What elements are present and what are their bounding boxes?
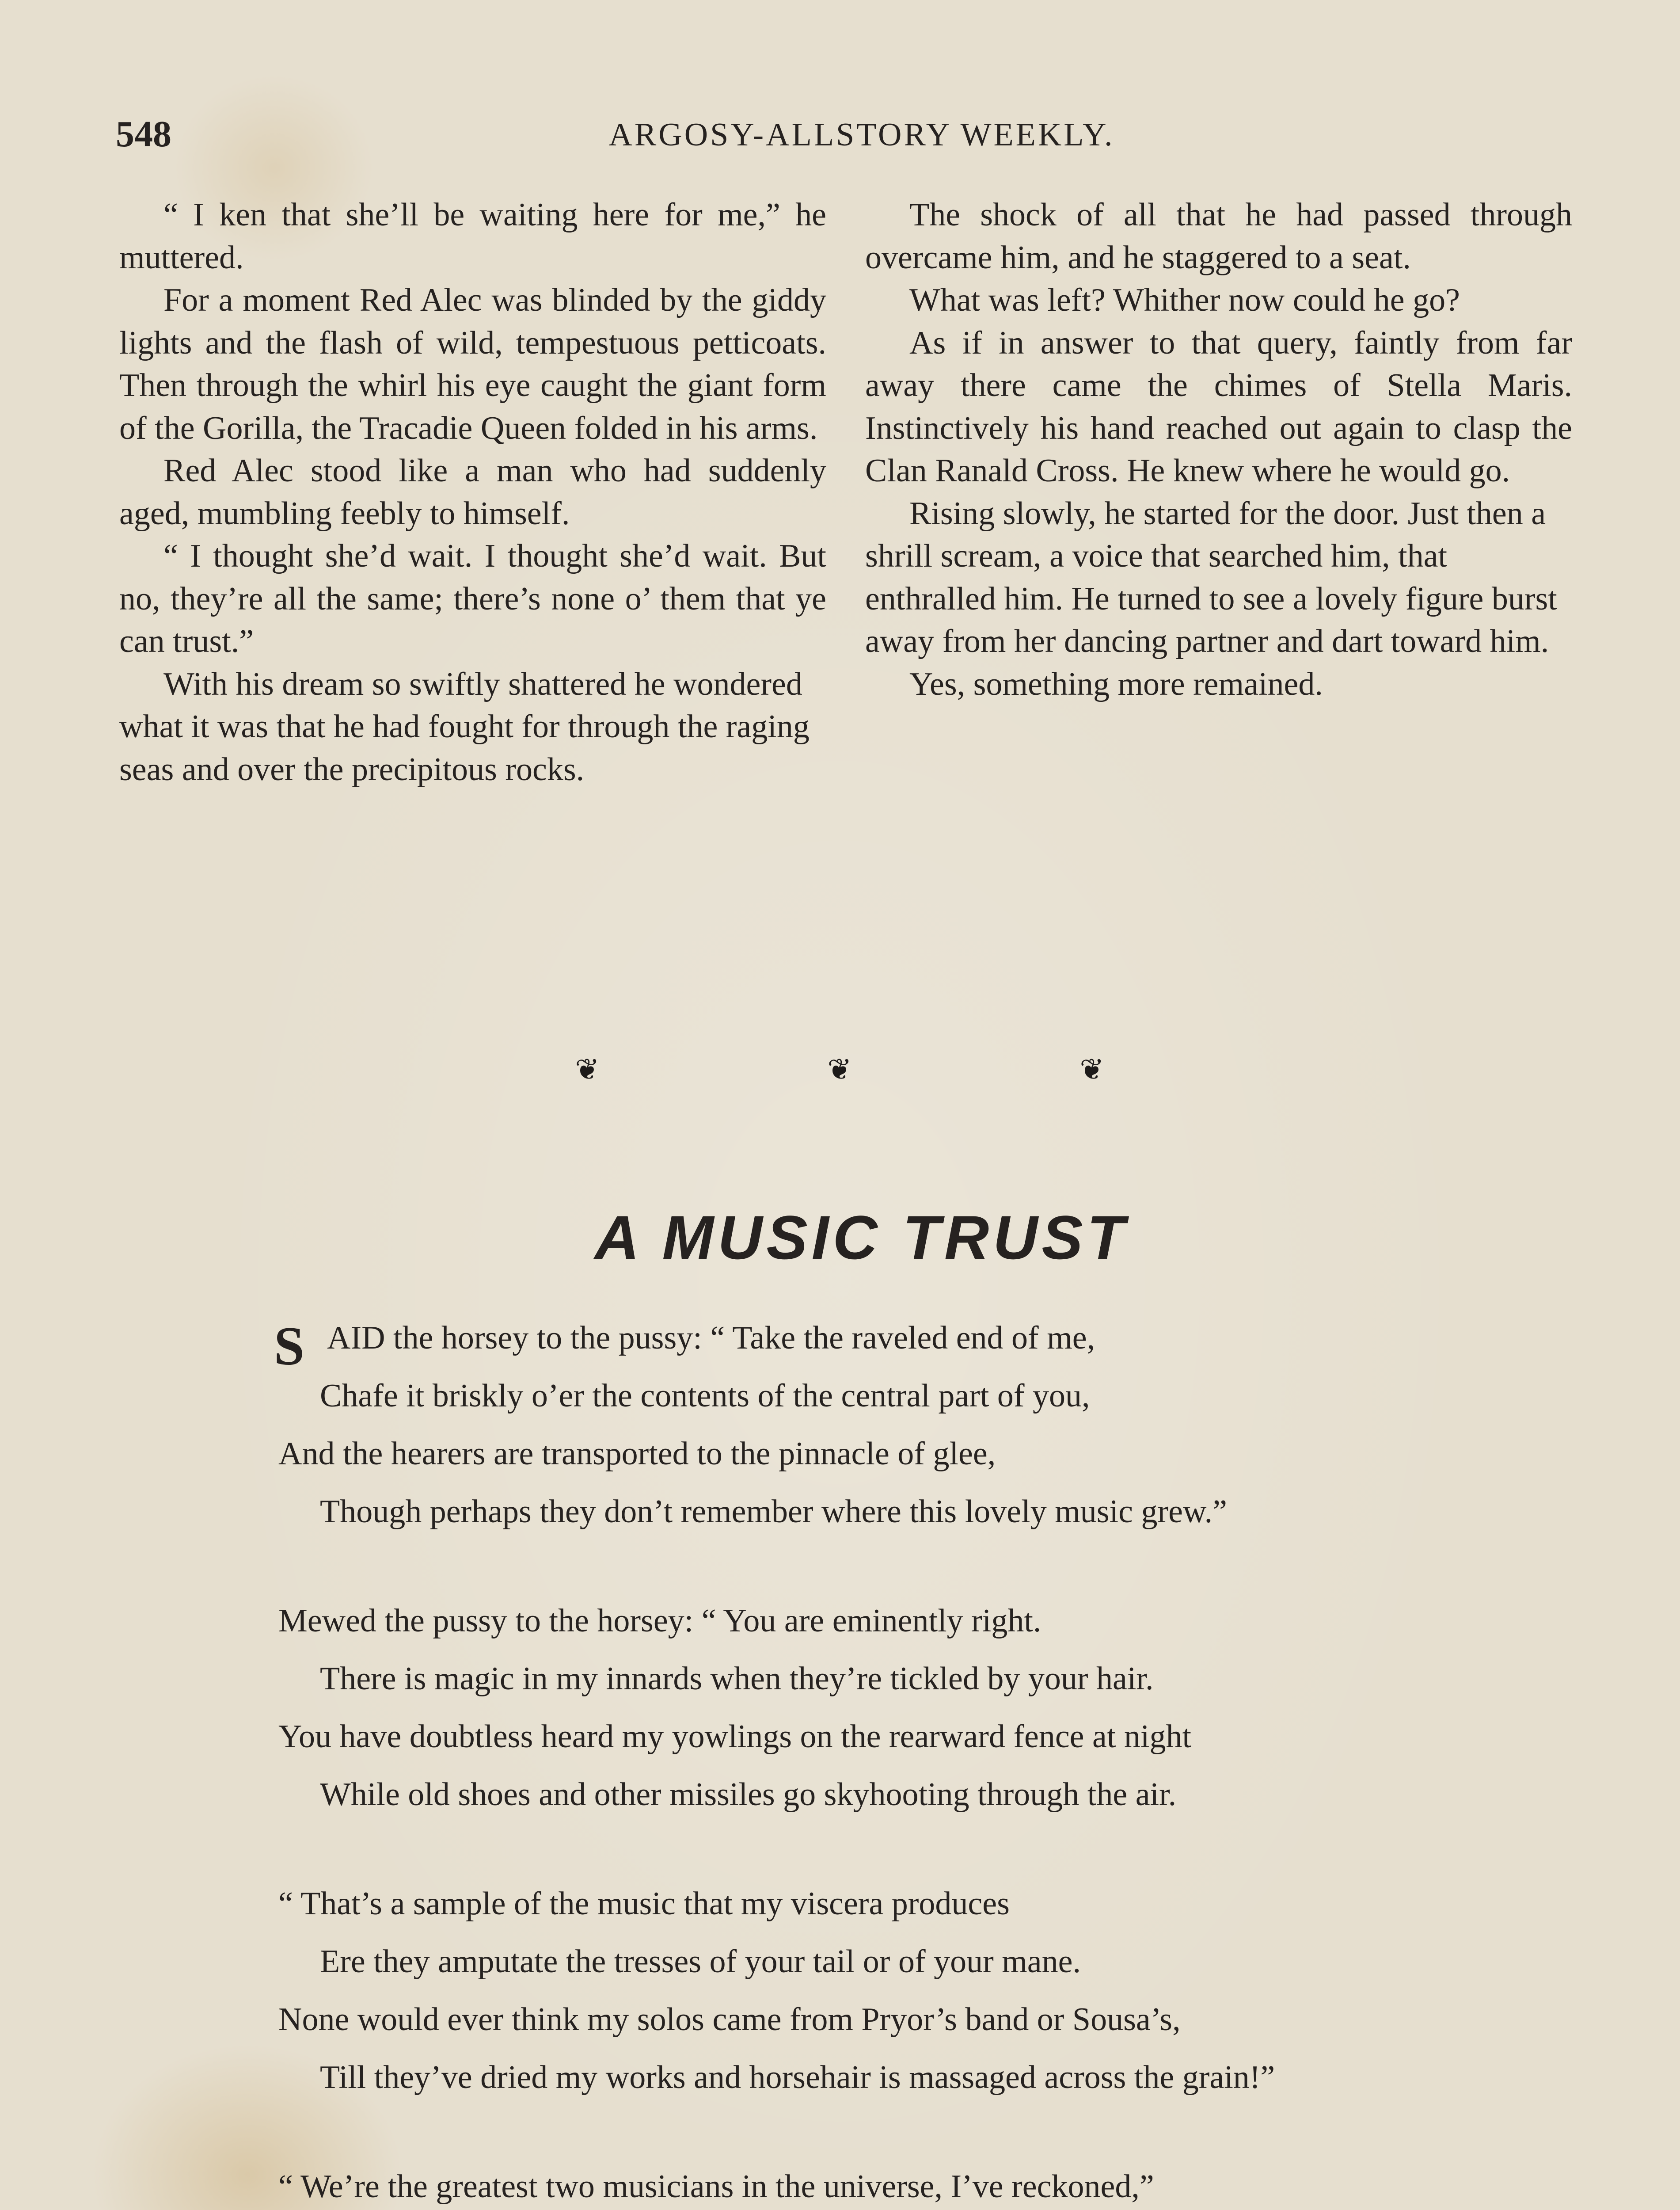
story-paragraph: Yes, something more remained. bbox=[909, 666, 1323, 702]
stanza bbox=[278, 1875, 1560, 2107]
ornament-icon: ❦ bbox=[827, 1054, 852, 1086]
poem-line: You have doubtless heard my yowlings on the rearward fence at night bbox=[278, 1718, 1192, 1755]
poem-line-text: AID the horsey to the pussy: “ Take the raveled end of me, bbox=[327, 1320, 1095, 1356]
poem-line: Ere they amputate the tresses of your tail or of your mane. bbox=[320, 1943, 1081, 1980]
story-paragraph: With his dream so swiftly shattered he wondered what it was that he had fought for through the raging seas and over the precipitous rocks. bbox=[119, 666, 810, 788]
poem bbox=[274, 1309, 1560, 2210]
story-paragraph: As if in answer to that query, faintly from far away there came the chimes of Stella Maris. Instinctively his hand reached out again to clasp the Clan Ranald Cross. He knew where he would go. bbox=[865, 324, 1572, 489]
drop-cap: S bbox=[274, 1316, 304, 1376]
story-paragraph: What was left? Whither now could he go? bbox=[909, 282, 1460, 318]
poem-line: Mewed the pussy to the horsey: “ You are eminently right. bbox=[278, 1603, 1041, 1639]
stanza bbox=[278, 2158, 1560, 2210]
poem-line bbox=[274, 1309, 1560, 1376]
poem-line: “ That’s a sample of the music that my viscera produces bbox=[278, 1886, 1010, 1922]
story-right-column bbox=[865, 194, 1572, 705]
running-head: ARGOSY-ALLSTORY WEEKLY. bbox=[608, 117, 1115, 153]
stanza bbox=[274, 1309, 1560, 1541]
poem-line: While old shoes and other missiles go skyhooting through the air. bbox=[320, 1776, 1177, 1813]
poem-line: Though perhaps they don’t remember where this lovely music grew.” bbox=[320, 1494, 1227, 1530]
story-paragraph: For a moment Red Alec was blinded by the giddy lights and the flash of wild, tempestuous petticoats. Then through the whirl his eye caught the giant form of the Gorilla, the Tracadie Queen folded in his arms. bbox=[119, 282, 826, 446]
ornament-icon: ❦ bbox=[1079, 1054, 1104, 1086]
page-number: 548 bbox=[116, 114, 171, 155]
poem-line: There is magic in my innards when they’re tickled by your hair. bbox=[320, 1661, 1154, 1697]
section-separator bbox=[574, 1054, 1105, 1086]
poem-line: “ We’re the greatest two musicians in the universe, I’ve reckoned,” bbox=[278, 2168, 1154, 2205]
story-paragraph: “ I thought she’d wait. I thought she’d wait. But no, they’re all the same; there’s none o’ them that ye can trust.” bbox=[119, 538, 826, 659]
poem-line: Till they’ve dried my works and horsehair is massaged across the grain!” bbox=[320, 2059, 1275, 2096]
story-paragraph: Red Alec stood like a man who had suddenly aged, mumbling feebly to himself. bbox=[119, 453, 826, 532]
ornament-icon: ❦ bbox=[575, 1054, 600, 1086]
story-left-column bbox=[119, 194, 826, 791]
poem-title: A MUSIC TRUST bbox=[594, 1203, 1129, 1272]
story-paragraph: The shock of all that he had passed through overcame him, and he staggered to a seat. bbox=[865, 197, 1572, 276]
poem-line: None would ever think my solos came from Pryor’s band or Sousa’s, bbox=[278, 2001, 1181, 2038]
poem-line: And the hearers are transported to the pinnacle of glee, bbox=[278, 1436, 996, 1472]
story-paragraph: “ I ken that she’ll be waiting here for me,” he muttered. bbox=[119, 197, 826, 276]
stanza bbox=[278, 1592, 1560, 1824]
story-paragraph: Rising slowly, he started for the door. Just then a shrill scream, a voice that searched him, that enthralled him. He turned to see a lovely figure burst away from her dancing partner and dart toward him. bbox=[865, 495, 1557, 659]
poem-line: Chafe it briskly o’er the contents of the central part of you, bbox=[320, 1378, 1090, 1414]
